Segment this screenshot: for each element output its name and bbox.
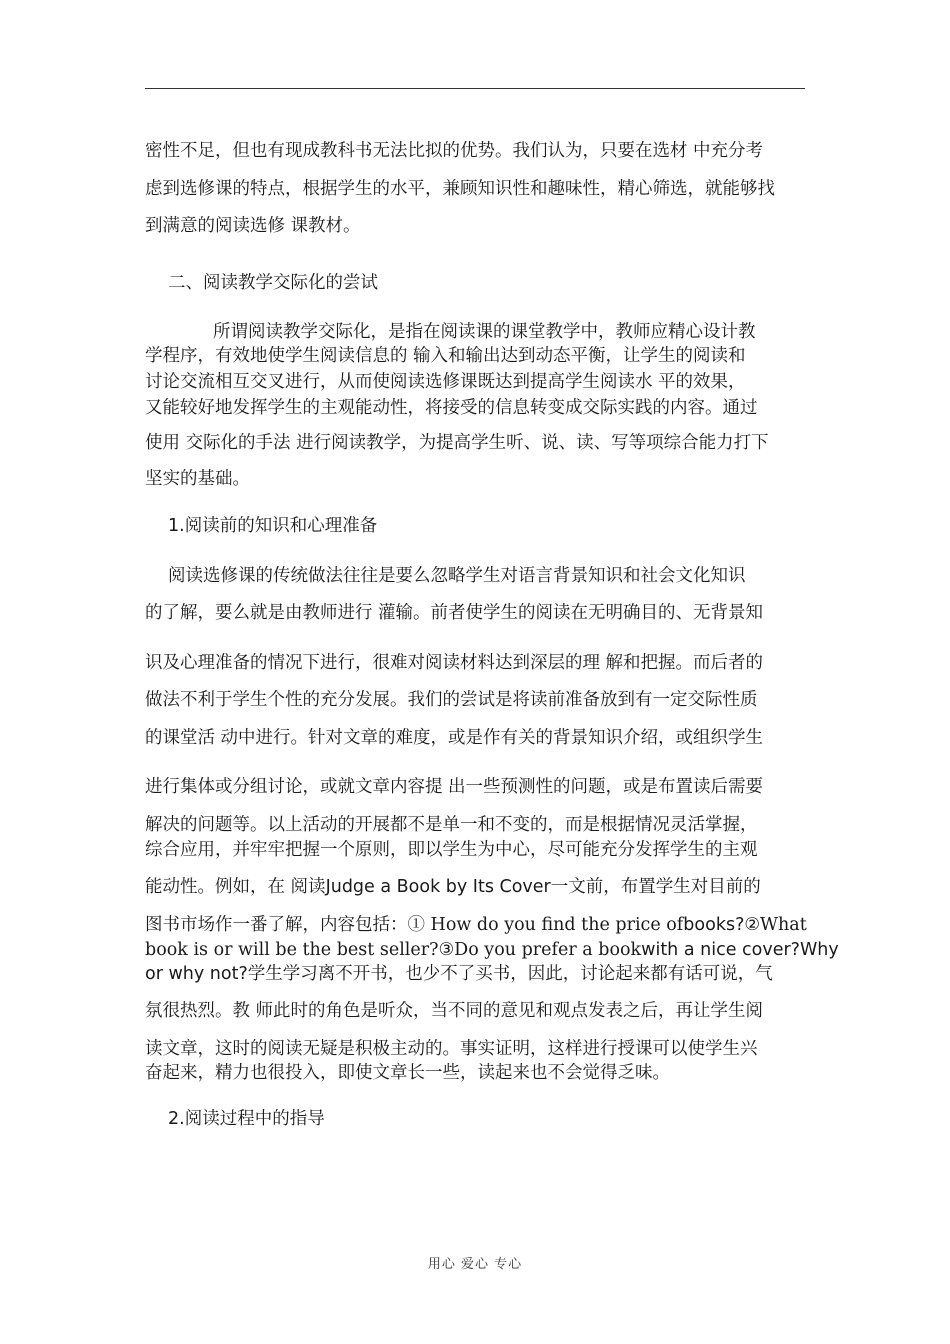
text-run: or why not? bbox=[145, 964, 248, 984]
paragraph-line: 到满意的阅读选修 课教材。 bbox=[145, 216, 361, 236]
text-run: books? bbox=[683, 915, 745, 935]
paragraph-line: 奋起来，精力也很投入，即使文章长一些，读起来也不会觉得乏味。 bbox=[145, 1063, 670, 1083]
paragraph-line bbox=[145, 913, 810, 937]
paragraph-line: 读文章，这时的阅读无疑是积极主动的。事实证明，这样进行授课可以使学生兴 bbox=[145, 1039, 758, 1059]
paragraph-line: 又能较好地发挥学生的主观能动性，将接受的信息转变成交际实践的内容。通过 bbox=[145, 398, 758, 418]
heading-number: 2. bbox=[168, 1109, 185, 1129]
heading-text: 阅读前的知识和心理准备 bbox=[184, 516, 378, 536]
paragraph-line: 阅读选修课的传统做法往往是要么忽略学生对语言背景知识和社会文化知识 bbox=[168, 566, 746, 586]
heading-number: 1. bbox=[168, 516, 185, 536]
text-run: 学生学习离不开书，也少不了买书，因此，讨论起来都有话可说，气 bbox=[247, 964, 773, 984]
text-run: 一文前，布置学生对目前的 bbox=[550, 877, 761, 897]
paragraph-line: 坚实的基础。 bbox=[145, 469, 250, 489]
subsection-heading bbox=[168, 1107, 833, 1131]
paragraph-line: 氛很热烈。教 师此时的角色是听众，当不同的意见和观点发表之后，再让学生阅 bbox=[145, 1001, 764, 1021]
paragraph-line bbox=[145, 938, 839, 962]
paragraph-line: 综合应用，并牢牢把握一个原则，即以学生为中心，尽可能充分发挥学生的主观 bbox=[145, 840, 758, 860]
paragraph-line: 识及心理准备的情况下进行，很难对阅读材料达到深层的理 解和把握。而后者的 bbox=[145, 653, 764, 673]
section-heading: 二、阅读教学交际化的尝试 bbox=[168, 273, 378, 293]
page-footer: 用心 爱心 专心 bbox=[427, 1257, 523, 1272]
text-run: book is or will be the best seller?③Do you prefer a book bbox=[145, 940, 642, 960]
subsection-heading bbox=[168, 514, 833, 538]
heading-text: 阅读过程中的指导 bbox=[184, 1109, 325, 1129]
paragraph-line: 虑到选修课的特点，根据学生的水平，兼顾知识性和趣味性，精心筛选，就能够找 bbox=[145, 179, 775, 199]
paragraph-line: 密性不足，但也有现成教科书无法比拟的优势。我们认为，只要在选材 中充分考 bbox=[145, 141, 764, 161]
paragraph-line: 的课堂活 动中进行。针对文章的难度，或是作有关的背景知识介绍，或组织学生 bbox=[145, 728, 764, 748]
text-run: 图书市场作一番了解，内容包括：① How do you find the price of bbox=[145, 915, 684, 935]
paragraph-line: 使用 交际化的手法 进行阅读教学，为提高学生听、说、读、写等项综合能力打下 bbox=[145, 433, 769, 453]
paragraph-line: 学程序，有效地使学生阅读信息的 输入和输出达到动态平衡，让学生的阅读和 bbox=[145, 346, 746, 366]
header-rule bbox=[145, 88, 805, 89]
paragraph-line: 的了解，要么就是由教师进行 灌输。前者使学生的阅读在无明确目的、无背景知 bbox=[145, 603, 764, 623]
text-run: ②What bbox=[744, 915, 807, 935]
text-run: with a nice cover?Why bbox=[641, 940, 839, 960]
paragraph-line bbox=[145, 875, 810, 899]
book-title: Judge a Book by Its Cover bbox=[325, 877, 551, 897]
text-run: 能动性。例如，在 阅读 bbox=[145, 877, 326, 897]
paragraph-line: 解决的问题等。以上活动的开展都不是单一和不变的，而是根据情况灵活掌握， bbox=[145, 815, 758, 835]
paragraph-line bbox=[145, 962, 810, 986]
paragraph-line: 讨论交流相互交叉进行，从而使阅读选修课既达到提高学生阅读水 平的效果， bbox=[145, 372, 746, 392]
paragraph-line: 做法不利于学生个性的充分发展。我们的尝试是将读前准备放到有一定交际性质 bbox=[145, 690, 758, 710]
paragraph-line: 进行集体或分组讨论，或就文章内容提 出一些预测性的问题，或是布置读后需要 bbox=[145, 777, 764, 797]
paragraph-line: 所谓阅读教学交际化，是指在阅读课的课堂教学中，教师应精心设计教 bbox=[213, 322, 756, 342]
